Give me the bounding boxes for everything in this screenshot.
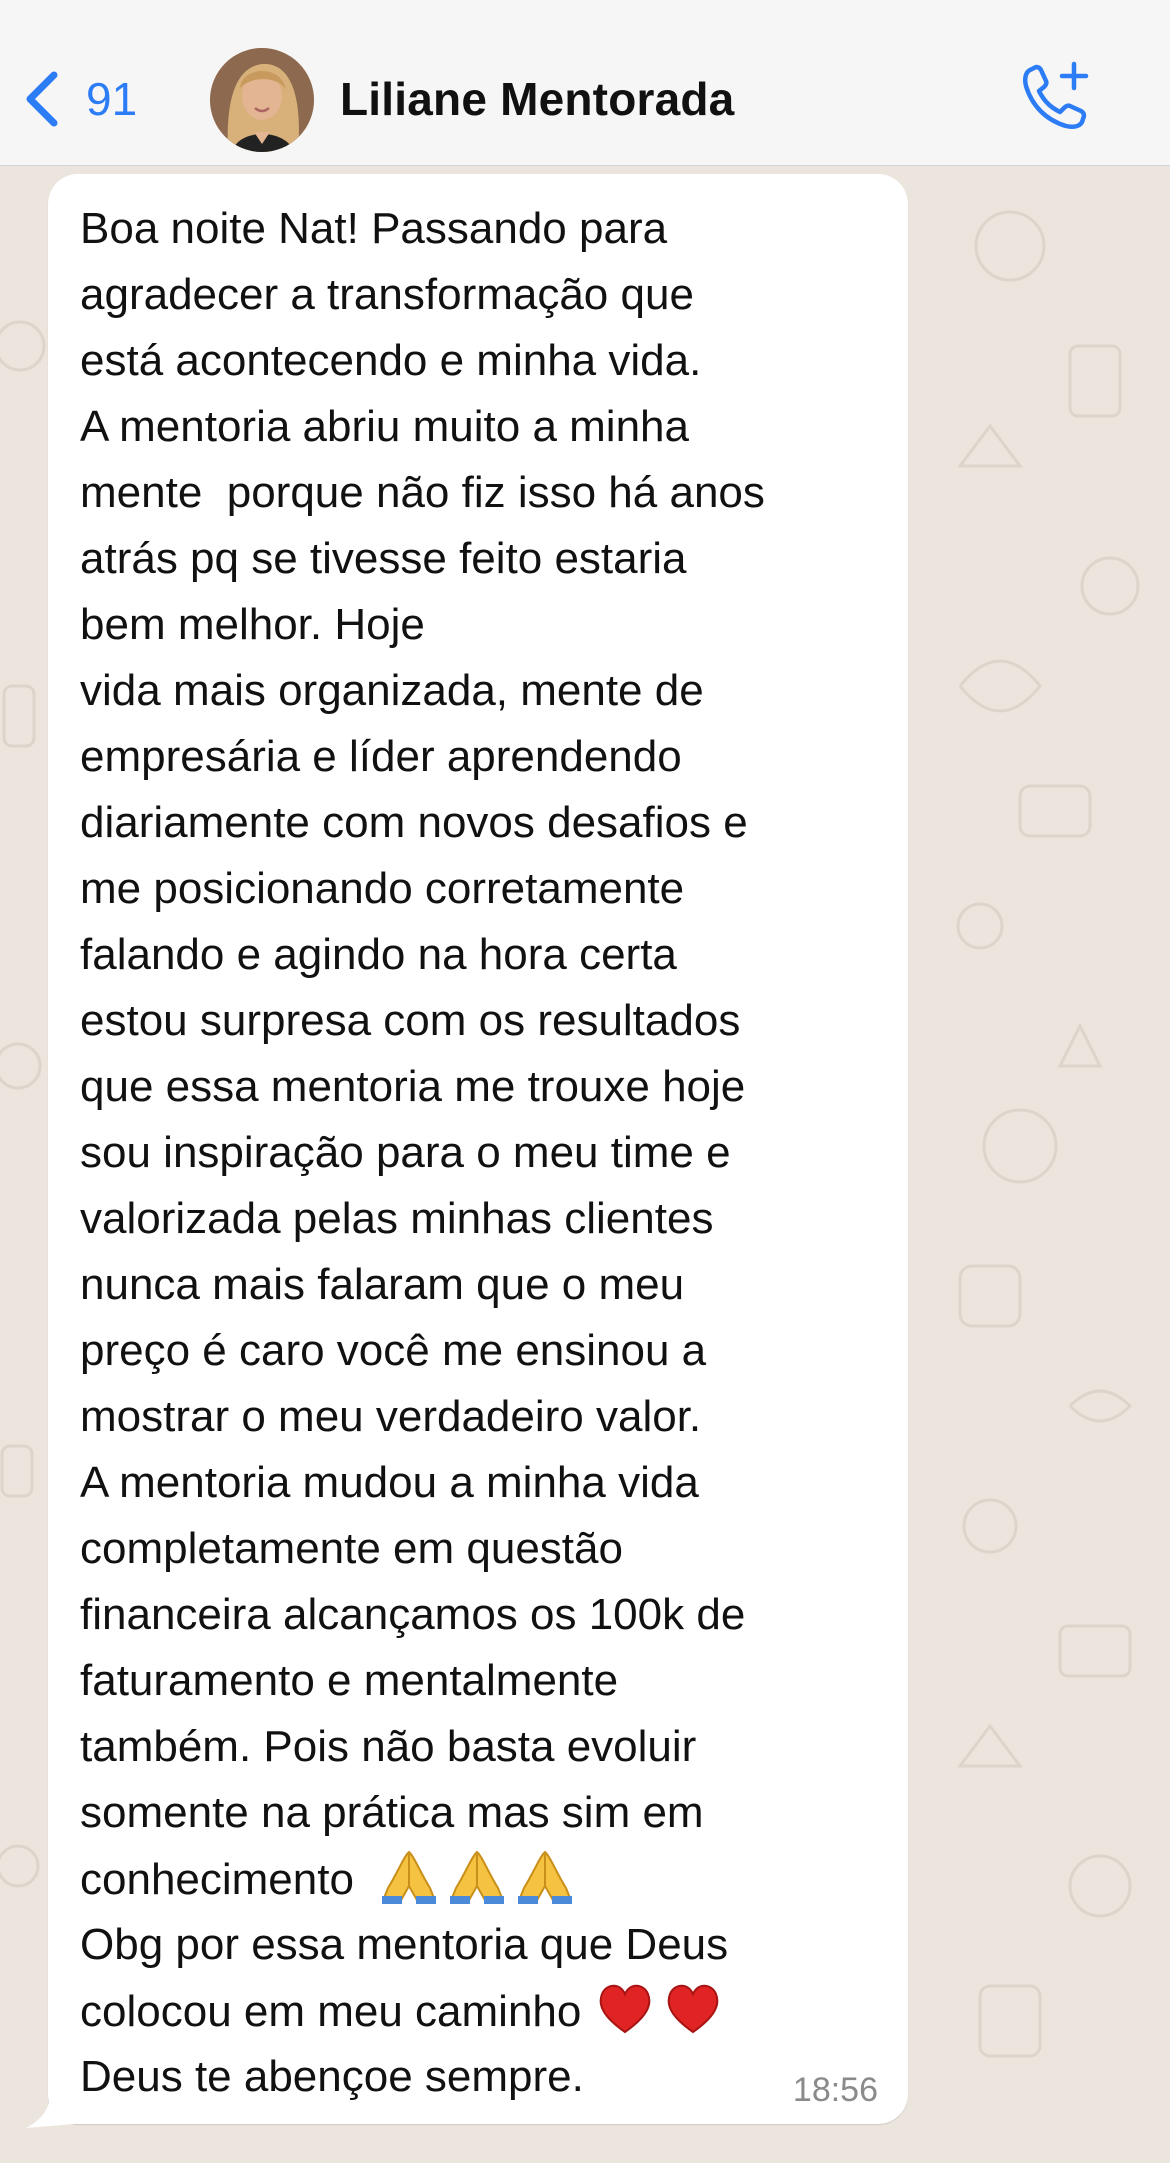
folded-hands-icon — [446, 1846, 508, 1906]
red-heart-icon — [594, 1978, 656, 2038]
bubble-tail — [24, 2090, 74, 2130]
chevron-left-icon — [22, 69, 62, 129]
line-with-pray-emojis: conhecimento — [80, 1846, 900, 1912]
message-text: Boa noite Nat! Passando para agradecer a transformação que está acontecendo e minha vida. A mentoria abriu muito a minha mente porque não fiz isso há anos atrás pq se tivesse feito estaria bem melhor. Hoje vida mais organizada, mente de empresária e líder aprendendo diariamente com novos desafios e me posicionando corretamente falando e agindo na hora certa estou surpresa com os resultados que essa mentoria me trouxe hoje sou inspiração para o meu time e valorizada pelas minhas clientes nunca mais falaram que o meu preço é caro você me ensinou a mostrar o meu verdadeiro valor. A mentoria mudou a minha vida completamente em questão financeira alcançamos os 100k de faturamento e mentalmente também. Pois não basta evoluir somente na prática mas sim em conhecimento Obg por essa mentoria que Deus colocou em meu caminho Deus te abençoe sempre. — [80, 196, 900, 2110]
folded-hands-icon — [514, 1846, 576, 1906]
avatar[interactable] — [210, 48, 314, 152]
contact-name[interactable]: Liliane Mentorada — [340, 73, 735, 125]
chat-header — [0, 0, 1170, 166]
back-button[interactable] — [22, 64, 137, 134]
call-button[interactable] — [1016, 60, 1092, 136]
unread-count[interactable]: 91 — [86, 73, 138, 125]
line-with-heart-emojis: colocou em meu caminho — [80, 1978, 900, 2044]
phone-plus-icon — [1016, 60, 1092, 136]
folded-hands-icon — [378, 1846, 440, 1906]
red-heart-icon — [662, 1978, 724, 2038]
message-timestamp: 18:56 — [792, 2071, 878, 2109]
message-bubble[interactable] — [48, 174, 908, 2124]
